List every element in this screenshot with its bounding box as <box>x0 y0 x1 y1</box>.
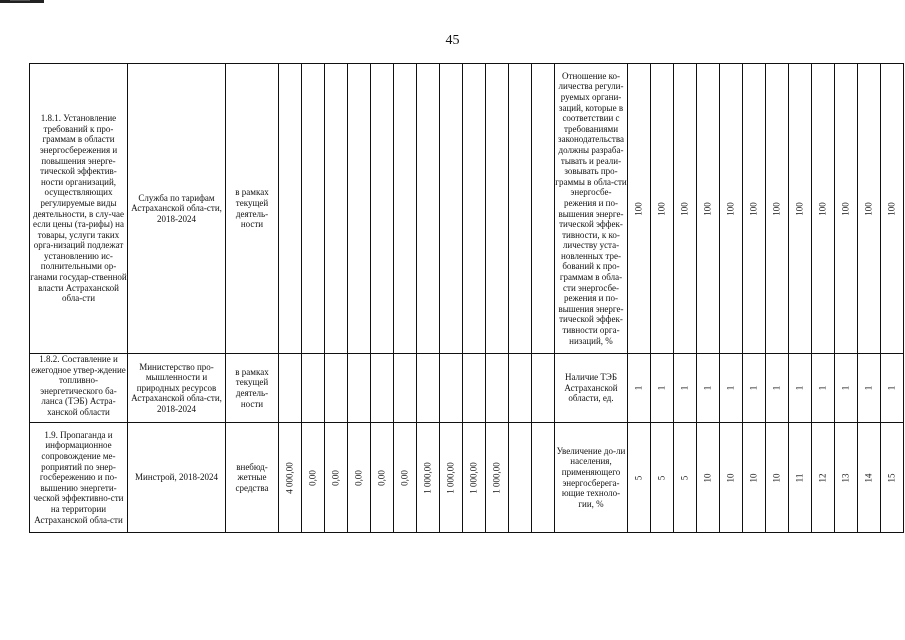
value-cell: 1 <box>628 354 651 423</box>
finance-cell <box>463 354 486 423</box>
finance-cell: 0,00 <box>371 423 394 533</box>
finance-cell <box>394 64 417 354</box>
indicator-cell: Увеличение до-ли населения, применяющего энергосберега-ющие техноло-гии, % <box>555 423 628 533</box>
value-cell: 100 <box>789 64 812 354</box>
finance-cell: 0,00 <box>394 423 417 533</box>
measure-cell: 1.8.1. Установление требований к про-граммам в области энергосбережения и повышения энерге-тической эффектив-ности организаций, осуществляющих регулируемые виды деятельности, в слу-чае если цены (та-рифы) на товары, услуги таких орга-низаций подлежат установлению ис-полнительными ор-ганами государ-ственной власти Астраханской обла-сти <box>30 64 128 354</box>
value-cell: 1 <box>835 354 858 423</box>
finance-cell <box>302 354 325 423</box>
finance-cell: 4 000,00 <box>279 423 302 533</box>
value-cell: 1 <box>766 354 789 423</box>
value-cell: 1 <box>697 354 720 423</box>
value-cell: 100 <box>651 64 674 354</box>
finance-cell: 0,00 <box>325 423 348 533</box>
value-cell: 100 <box>628 64 651 354</box>
value-cell: 10 <box>720 423 743 533</box>
value-cell: 5 <box>651 423 674 533</box>
finance-cell <box>371 354 394 423</box>
finance-cell <box>509 64 532 354</box>
finance-cell <box>279 64 302 354</box>
finance-cell <box>417 354 440 423</box>
finance-cell <box>532 423 555 533</box>
page-number: 45 <box>445 33 460 48</box>
finance-cell <box>371 64 394 354</box>
funding-source-cell: внебюд-жетные средства <box>226 423 279 533</box>
value-cell: 1 <box>789 354 812 423</box>
value-cell: 5 <box>628 423 651 533</box>
value-cell: 10 <box>697 423 720 533</box>
finance-cell <box>486 64 509 354</box>
value-cell: 100 <box>881 64 904 354</box>
finance-cell <box>532 354 555 423</box>
value-cell: 100 <box>858 64 881 354</box>
finance-cell: 1 000,00 <box>486 423 509 533</box>
program-table <box>29 63 904 533</box>
value-cell: 1 <box>674 354 697 423</box>
finance-cell <box>302 64 325 354</box>
value-cell: 1 <box>881 354 904 423</box>
value-cell: 100 <box>812 64 835 354</box>
value-cell: 100 <box>697 64 720 354</box>
indicator-cell: Наличие ТЭБ Астраханской области, ед. <box>555 354 628 423</box>
finance-cell <box>325 354 348 423</box>
table-row <box>30 64 904 354</box>
value-cell: 10 <box>766 423 789 533</box>
finance-cell <box>348 64 371 354</box>
value-cell: 100 <box>766 64 789 354</box>
finance-cell <box>440 354 463 423</box>
executor-cell: Минстрой, 2018-2024 <box>128 423 226 533</box>
value-cell: 100 <box>743 64 766 354</box>
finance-cell <box>394 354 417 423</box>
funding-source-cell: в рамках текущей деятель-ности <box>226 64 279 354</box>
value-cell: 100 <box>720 64 743 354</box>
value-cell: 100 <box>674 64 697 354</box>
executor-cell: Служба по тарифам Астраханской обла-сти, 2018-2024 <box>128 64 226 354</box>
finance-cell <box>486 354 509 423</box>
measure-cell: 1.9. Пропаганда и информационное сопровождение ме-роприятий по энер-госбережению и по-вышению энергети-ческой эффективно-сти на территории Астраханской обла-сти <box>30 423 128 533</box>
finance-cell: 1 000,00 <box>417 423 440 533</box>
finance-cell <box>463 64 486 354</box>
value-cell: 1 <box>720 354 743 423</box>
table-row <box>30 354 904 423</box>
finance-cell <box>348 354 371 423</box>
value-cell: 1 <box>651 354 674 423</box>
finance-cell: 0,00 <box>348 423 371 533</box>
finance-cell <box>509 354 532 423</box>
value-cell: 100 <box>835 64 858 354</box>
value-cell: 12 <box>812 423 835 533</box>
value-cell: 14 <box>858 423 881 533</box>
value-cell: 13 <box>835 423 858 533</box>
table-row <box>30 423 904 533</box>
finance-cell <box>532 64 555 354</box>
indicator-cell: Отношение ко-личества регули-руемых органи-заций, которые в соответствии с требованиями законодательства должны разраба-тывать и реали-зовывать про-граммы в обла-сти энергосбе-режения и по-вышения энерге-тической эффек-тивности, к ко-личеству уста-новленных тре-бований к про-граммам в обла-сти энергосбе-режения и по-вышения энерге-тической эффек-тивности орга-низаций, % <box>555 64 628 354</box>
finance-cell <box>279 354 302 423</box>
funding-source-cell: в рамках текущей деятель-ности <box>226 354 279 423</box>
value-cell: 11 <box>789 423 812 533</box>
value-cell: 15 <box>881 423 904 533</box>
finance-cell: 1 000,00 <box>463 423 486 533</box>
finance-cell: 0,00 <box>302 423 325 533</box>
scan-mark <box>10 0 30 1</box>
measure-cell: 1.8.2. Составление и ежегодное утвер-ждение топливно-энергетического ба-ланса (ТЭБ) Астра-ханской области <box>30 354 128 423</box>
finance-cell: 1 000,00 <box>440 423 463 533</box>
finance-cell <box>417 64 440 354</box>
finance-cell <box>440 64 463 354</box>
value-cell: 1 <box>743 354 766 423</box>
value-cell: 5 <box>674 423 697 533</box>
value-cell: 1 <box>858 354 881 423</box>
finance-cell <box>509 423 532 533</box>
value-cell: 10 <box>743 423 766 533</box>
executor-cell: Министерство про-мышленности и природных ресурсов Астраханской обла-сти, 2018-2024 <box>128 354 226 423</box>
finance-cell <box>325 64 348 354</box>
value-cell: 1 <box>812 354 835 423</box>
